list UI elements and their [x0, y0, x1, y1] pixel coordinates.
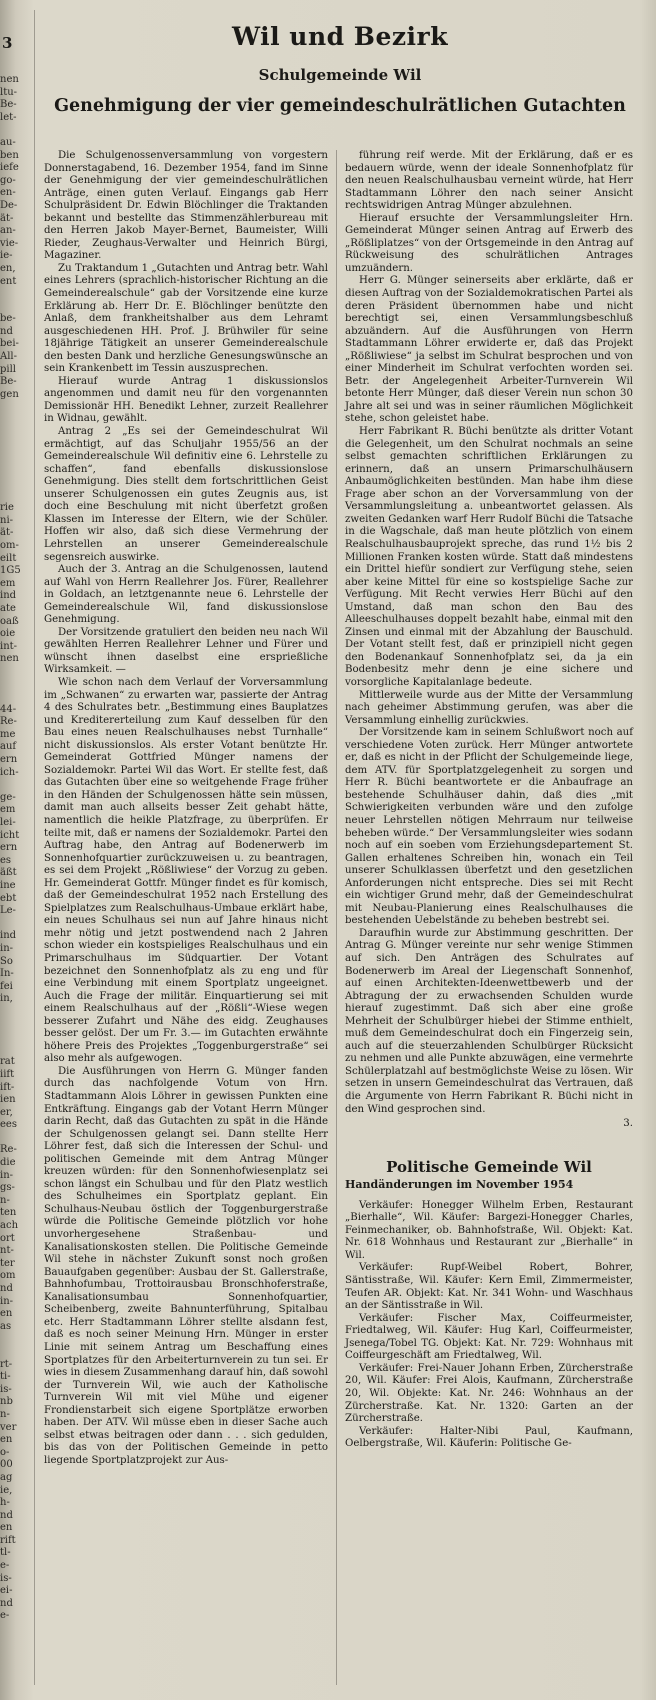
section-title: Schulgemeinde Wil	[258, 66, 422, 84]
page-title: Wil und Bezirk	[231, 22, 449, 51]
edge-text-fragment: as	[0, 1320, 12, 1332]
edge-text-fragment: ern	[0, 754, 18, 766]
edge-text-fragment	[0, 1044, 30, 1057]
edge-text-fragment: go-	[0, 174, 16, 186]
article-paragraph: Herr G. Münger seinerseits aber erklärte, daß er diesen Auftrag von der Sozialdemokratischen Partei als deren Präsident übernommen habe und nicht berechtigt sei, einen Versammlungsbeschluß abzuändern. Auf die Ausführungen von Herrn Stadtammann Löhrer erwiderte er, daß das Projekt „Rößliwiese“ ja selbst im Schulrat besprochen und von einer Minderheit im Schulrat verfochten worden sei. Betr. der Angelegenheit Arbeiter-Turnverein Wil betonte Herr Münger, daß dieser Verein nun schon 30 Jahre alt sei und was in seiner räumlichen Möglichkeit stehe, schon geleistet habe.	[345, 275, 633, 425]
edge-text-fragment: em	[0, 804, 16, 816]
edge-text-fragment: nd	[0, 1283, 13, 1294]
edge-text-fragment: is-	[0, 1383, 12, 1395]
edge-text-fragment	[0, 301, 30, 314]
edge-text-fragment: pill	[0, 363, 16, 375]
edge-text-fragment: ern	[0, 842, 18, 854]
edge-text-fragment	[0, 918, 30, 931]
article-paragraph: Hierauf wurde Antrag 1 diskussionslos angenommen und damit neu für den vorgenannten Demissionär HH. Benedikt Lehner, zurzeit Reallehrer in Widnau, gewählt.	[44, 375, 328, 425]
edge-text-fragment: 00	[0, 1459, 13, 1471]
article-paragraph: Der Vorsitzende gratuliert den beiden neu nach Wil gewählten Herren Reallehrer Lehner und Fürer und wünscht ihnen daselbst eine ersprießliche Wirksamkeit. —	[44, 626, 328, 676]
edge-text-fragment: nt-	[0, 1245, 14, 1257]
edge-text-fragment	[0, 666, 30, 679]
edge-text-fragment: Be-	[0, 99, 17, 111]
edge-text-fragment: in-	[0, 1169, 14, 1181]
edge-text-fragment: ben	[0, 149, 19, 161]
edge-text-fragment: ät-	[0, 527, 14, 539]
edge-text-fragment: au-	[0, 136, 16, 148]
edge-text-fragment: em	[0, 577, 16, 589]
edge-text-fragment: 44-	[0, 703, 17, 715]
edge-text-fragment: nb	[0, 1396, 13, 1408]
property-transfer-entry: Verkäufer: Rupf-Weibel Robert, Bohrer, Säntisstraße, Wil. Käufer: Kern Emil, Zimmermeister, Teufen AR. Objekt: Kat. Nr. 341 Wohn- und Waschhaus an der Säntisstraße in Wil.	[345, 1262, 633, 1312]
edge-text-fragment	[0, 490, 30, 503]
edge-text-fragment: er,	[0, 1106, 13, 1118]
edge-text-fragment: ter	[0, 1257, 15, 1269]
edge-text-fragment	[0, 414, 30, 427]
edge-text-fragment	[0, 1333, 30, 1346]
property-transfer-entry: Verkäufer: Fischer Max, Coiffeurmeister, Friedtalweg, Wil. Käufer: Hug Karl, Coiffeurmeister, Jsenega/Tobel TG. Objekt: Kat. Nr. 729: Wohnhaus mit Coiffeurgeschäft am Friedtalweg, Wil.	[345, 1312, 633, 1362]
edge-text-fragment	[0, 1006, 30, 1019]
edge-text-fragment: iefe	[0, 162, 19, 174]
edge-text-fragment: oie	[0, 628, 16, 640]
edge-text-fragment: in-	[0, 942, 14, 954]
edge-text-fragment: eilt	[0, 552, 17, 564]
edge-text-fragment: an-	[0, 225, 16, 237]
article-paragraph: Hierauf ersuchte der Versammlungsleiter Hrn. Gemeinderat Münger seinen Antrag auf Erwerb des „Rößliplatzes“ von der Ortsgemeinde in den Antrag auf Rückweisung des schulrätlichen Antrages umzuändern.	[345, 212, 633, 274]
edge-text-fragment: oaß	[0, 615, 19, 627]
edge-text-fragment: in-	[0, 1295, 14, 1307]
edge-text-fragment: Be-	[0, 376, 17, 388]
edge-text-fragment: rat	[0, 1056, 15, 1068]
edge-text-fragment: is-	[0, 1572, 12, 1584]
edge-text-fragment	[0, 779, 30, 792]
edge-text-fragment: en	[0, 1308, 13, 1320]
edge-text-fragment	[0, 691, 30, 704]
article-headline: Genehmigung der vier gemeindeschulrätlichen Gutachten	[54, 96, 626, 116]
property-transfer-entry: Verkäufer: Halter-Nibi Paul, Kaufmann, Oelbergstraße, Wil. Käuferin: Politische Ge-	[345, 1425, 633, 1450]
edge-text-fragment: iift	[0, 1068, 15, 1080]
edge-text-fragment: ach	[0, 1220, 19, 1232]
edge-text-fragment	[0, 1019, 30, 1032]
edge-text-fragment: Re-	[0, 716, 17, 728]
edge-text-fragment: ltu-	[0, 86, 18, 98]
edge-text-fragment: o-	[0, 1446, 10, 1458]
property-transfer-entry: Verkäufer: Honegger Wilhelm Erben, Restaurant „Bierhalle“, Wil. Käufer: Bargezi-Honegger Charles, Feinmechaniker, ob. Bahnhofstraße, Wil. Objekt: Kat. Nr. 618 Wohnhaus und Restaurant zur „Bierhalle“ in Wil.	[345, 1199, 633, 1261]
edge-text-fragment: ät-	[0, 212, 14, 224]
edge-text-fragment: fei	[0, 980, 13, 992]
edge-text-fragment: om	[0, 1270, 16, 1282]
edge-text-fragment: ent	[0, 275, 17, 287]
edge-text-fragment: die	[0, 1157, 16, 1169]
edge-text-fragment: om-	[0, 539, 19, 551]
edge-text-fragment	[0, 401, 30, 414]
edge-text-fragment: ni-	[0, 514, 14, 526]
edge-text-fragment: äßt	[0, 867, 17, 879]
article-paragraph: Mittlerweile wurde aus der Mitte der Versammlung nach geheimer Abstimmung gerufen, was aber die Versammlung einhellig zurückwies.	[345, 689, 633, 726]
edge-text-fragment	[0, 439, 30, 452]
edge-text-fragment: ver	[0, 1421, 17, 1433]
edge-text-fragment: nd	[0, 1509, 13, 1521]
edge-text-fragment: es	[0, 854, 12, 866]
edge-text-fragment: n-	[0, 1408, 10, 1420]
edge-text-fragment: ge-	[0, 791, 16, 803]
edge-text-fragment: rie	[0, 502, 14, 514]
edge-text-fragment	[0, 477, 30, 490]
edge-text-fragment: ind	[0, 930, 17, 942]
edge-text-fragment	[0, 452, 30, 465]
edge-text-fragment: en-	[0, 187, 16, 199]
edge-text-fragment	[0, 679, 30, 692]
edge-text-fragment: Re-	[0, 1144, 17, 1156]
edge-text-fragment: 1G5	[0, 565, 21, 577]
edge-text-fragment: ti-	[0, 1371, 11, 1383]
article-paragraph: Die Ausführungen von Herrn G. Münger fanden durch das nachfolgende Votum von Hrn. Stadtammann Alois Löhrer in gewissen Punkten eine Entkräftung. Eingangs gab der Votant Herrn Münger darin Recht, daß das Gutachten zu spät in die Hände der Schulgenossen gelangt sei. Dann stellte Herr Löhrer fest, daß sich die Interessen der Schul- und politischen Gemeinde mit dem Antrag Münger kreuzen würden: für den Sonnenhofwiesenplatz sei schon längst ein Schulbau und für den Platz westlich des Schulheimes ein Sportplatz geplant. Ein Schulhaus-Neubau östlich der Toggenburgerstraße würde die Politische Gemeinde plötzlich vor hohe unvorhergesehene Straßenbau- und Kanalisationskosten stellen. Die Politische Gemeinde Wil stehe in nächster Zukunft sonst noch großen Bauaufgaben gegenüber: Ausbau der St. Gallerstraße, Bahnhofumbau, Trottoirausbau Bronschhoferstraße, Kanalisationsumbau Sonnenhofquartier, Scheibenberg, zweite Bahnunterführung, Spitalbau etc. Herr Stadtammann Löhrer stellte alsdann fest, daß es noch seiner Meinung Hrn. Münger in erster Linie mit seinem Antrag um Beschaffung eines Sportplatzes für den Arbeiterturnverein zu tun sei. Er wies in diesem Zusammenhang darauf hin, daß sowohl der Turnverein Wil, wie auch der Katholische Turnverein Wil mit viel Mühe und eigener Frondienstarbeit sich eigene Sportplätze erworben haben. Der ATV. Wil müsse eben in dieser Sache auch selbst etwas beitragen oder dann . . . sich gedulden, bis das von der Politischen Gemeinde in petto liegende Sportplatzprojekt zur Aus-	[44, 1065, 328, 1466]
edge-text-fragment: ees	[0, 1119, 17, 1131]
edge-text-fragment: ien	[0, 1094, 16, 1106]
section2-subtitle: Handänderungen im November 1954	[345, 1178, 574, 1192]
edge-text-fragment: Le-	[0, 905, 16, 917]
corner-page-number: 3	[2, 34, 13, 52]
edge-text-fragment: lei-	[0, 817, 16, 829]
edge-text-fragment: In-	[0, 968, 14, 980]
edge-text-fragment: rift	[0, 1534, 16, 1546]
edge-text-fragment	[0, 1346, 30, 1359]
article-paragraph: Antrag 2 „Es sei der Gemeindeschulrat Wil ermächtigt, auf das Schuljahr 1955/56 an der Gemeinderealschule Wil definitiv eine 6. Lehrstelle zu schaffen“, fand ebenfalls diskussionslose Genehmigung. Dies stellt dem fortschrittlichen Geist unserer Schulgenossen ein gutes Zeugnis aus, ist doch eine Beschulung mit nicht überfetzt großen Klassen im Interesse der Eltern, wie der Schüler. Hoffen wir also, daß sich diese Vermehrung der Lehrstellen an unserer Gemeinderealschule segensreich auswirke.	[44, 426, 328, 563]
edge-text-fragment: auf	[0, 741, 17, 753]
article-signature: 3.	[623, 1118, 633, 1130]
edge-text-fragment: en	[0, 1522, 13, 1534]
edge-text-fragment: n-	[0, 1194, 10, 1206]
edge-text-fragment: in,	[0, 993, 13, 1005]
column-divider	[336, 150, 337, 1685]
article-paragraph: Auch der 3. Antrag an die Schulgenossen, lautend auf Wahl von Herrn Reallehrer Jos. Fürer, Reallehrer in Goldach, an letztgenannte neue 6. Lehrstelle der Gemeinderealschule Wil, fand diskussionslose Genehmigung.	[44, 564, 328, 626]
edge-text-fragment: ie,	[0, 1484, 13, 1496]
edge-text-fragment: en	[0, 1434, 13, 1446]
article-paragraph: Der Vorsitzende kam in seinem Schlußwort noch auf verschiedene Voten zurück. Herr Münger antwortete er, daß es nicht in der Pflicht der Schulgemeinde liege, dem ATV. für Sportplatzgelegenheit zu sorgen und Herr R. Büchi beantwortete er die Anbaufrage an bestehende Schulhäuser dahin, daß dies „mit Schwierigkeiten verbunden wäre und den zufolge neuer Lehrstellen nötigen Mehrraum nur teilweise beheben würde.“ Der Versammlungsleiter wies sodann noch auf ein soeben vom Erziehungsdepartement St. Gallen erhaltenes Schreiben hin, wonach ein Teil unserer Schulklassen überfetzt und den gesetzlichen Anforderungen nicht entspreche. Dies sei mit Recht ein wichtiger Grund mehr, daß der Gemeindeschulrat mit Neubau-Planierung eines Realschulhauses die bestehenden Uebelstände zu beheben bestrebt sei.	[345, 727, 633, 927]
edge-text-fragment: int-	[0, 640, 18, 652]
edge-text-fragment: e-	[0, 1560, 10, 1572]
edge-text-fragment: e-	[0, 1610, 10, 1622]
edge-text-fragment	[0, 427, 30, 440]
edge-text-fragment: en,	[0, 262, 16, 274]
edge-text-fragment: ind	[0, 590, 17, 602]
article-paragraph: Die Schulgenossenversammlung von vorgestern Donnerstagabend, 16. Dezember 1954, fand im Sinne der Genehmigung der vier gemeindeschulrätlichen Anträge, einen guten Verlauf. Eingangs gab Herr Schulpräsident Dr. Edwin Blöchlinger die Traktanden bekannt und bestellte das Stimmenzählerbureau mit den Herren Jakob Mayer-Bernet, Baumeister, Willi Rieder, Zeughaus-Verwalter und Heinrich Bürgi, Magaziner.	[44, 150, 328, 262]
edge-text-fragment: ag	[0, 1471, 13, 1483]
edge-text-fragment: let-	[0, 111, 17, 123]
edge-text-fragment: ei-	[0, 1585, 13, 1597]
edge-text-fragment	[0, 288, 30, 301]
article-paragraph: Wie schon nach dem Verlauf der Vorversammlung im „Schwanen“ zu erwarten war, passierte der Antrag 4 des Schulrates betr. „Bestimmung eines Bauplatzes und Kreditererteilung zum Kauf desselben für den Bau eines neuen Realschulhauses nebst Turnhalle“ nicht diskussionslos. Als erster Votant benützte Hr. Gemeinderat Gottfried Münger namens der Sozialdemokr. Partei Wil das Wort. Er stellte fest, daß das Gutachten über eine so weitgehende Frage früher in den Händen der Schulgenossen hätte sein müssen, damit man auch allseits besser Zeit gehabt hätte, namentlich die heikle Platzfrage, zu überprüfen. Er teilte mit, daß er namens der Sozialdemokr. Partei den Auftrag habe, den Antrag auf Bodenerwerb im Sonnenhofquartier zurückzuweisen u. zu beantragen, es sei dem Projekt „Rößliwiese“ der Vorzug zu geben. Hr. Gemeinderat Gottfr. Münger findet es für komisch, daß der Gemeindeschulrat 1952 nach Erstellung des Spielplatzes zum Realschulhaus-Umbaue erklärt habe, ein neues Schulhaus sei nun auf Jahre hinaus nicht mehr nötig und jetzt postwendend nach 2 Jahren schon wieder ein kostspieliges Realschulhaus und ein Primarschulhaus im Südquartier. Der Votant bezeichnet den Sonnenhofplatz als zu eng und für eine Verbindung mit einem Sportplatz ungeeignet. Auch die Frage der militär. Einquartierung sei mit einem Realschulhaus auf der „Rößli“-Wiese wegen besserer Zufahrt und Nähe des eidg. Zeughauses besser gelöst. Der um Fr. 3.— im Gutachten erwähnte höhere Preis des Projektes „Toggenburgerstraße“ sei also mehr als aufgewogen.	[44, 676, 328, 1065]
edge-text-fragment: ie-	[0, 250, 13, 262]
edge-text-fragment	[0, 1031, 30, 1044]
edge-text-fragment: vie-	[0, 237, 19, 249]
edge-text-fragment: ine	[0, 880, 16, 891]
article-paragraph: Daraufhin wurde zur Abstimmung geschritten. Der Antrag G. Münger vereinte nur sehr wenige Stimmen auf sich. Den Anträgen des Schulrates auf Bodenerwerb im Areal der Liegenschaft Sonnenhof, auf einen Architekten-Ideenwettbewerb und der Abtragung der zu erwachsenden Schulden wurde hierauf zugestimmt. Daß sich aber eine große Mehrheit der Schulbürger hiebei der Stimme enthielt, muß dem Gemeindeschulrat doch ein Fingerzeig sein, auch auf die steuerzahlenden Schulbürger Rücksicht zu nehmen und alle Punkte abzuwägen, eine vermehrte Schülerplatzahl auf bestmöglichste Weise zu lösen. Wir setzen in unsern Gemeindeschulrat das Vertrauen, daß die Argumente von Herrn Fabrikant R. Büchi nicht in den Wind gesprochen sind.	[345, 927, 633, 1115]
edge-text-fragment: nd	[0, 1597, 13, 1609]
edge-text-fragment: ort	[0, 1232, 15, 1244]
edge-text-fragment: tl-	[0, 1547, 11, 1559]
edge-text-fragment: gs-	[0, 1182, 15, 1194]
property-transfer-entry: Verkäufer: Frei-Nauer Johann Erben, Zürcherstraße 20, Wil. Käufer: Frei Alois, Kaufmann, Zürcherstraße 20, Wil. Objekte: Kat. Nr. 246: Wohnhaus an der Zürcherstraße. Kat. Nr. 1320: Garten an der Zürcherstraße.	[345, 1362, 633, 1425]
edge-text-fragment: ebt	[0, 892, 17, 904]
edge-text-fragment: rt-	[0, 1358, 13, 1370]
edge-text-fragment: ift-	[0, 1081, 15, 1093]
edge-text-fragment: nen	[0, 653, 19, 665]
edge-text-fragment: ate	[0, 602, 16, 614]
edge-text-fragment: icht	[0, 829, 20, 841]
edge-text-fragment: me	[0, 728, 16, 740]
edge-text-fragment	[0, 124, 30, 137]
edge-text-fragment: h-	[0, 1497, 10, 1509]
article-column-1	[44, 150, 328, 1467]
edge-text-fragment	[0, 464, 30, 477]
edge-text-fragment: ten	[0, 1207, 17, 1219]
edge-text-fragment: De-	[0, 199, 18, 211]
column-rule	[34, 10, 35, 1685]
edge-text-fragment: bei-	[0, 338, 19, 350]
edge-text-fragment: All-	[0, 351, 17, 363]
article-paragraph: Herr Fabrikant R. Büchi benützte als dritter Votant die Gelegenheit, um den Schulrat nochmals an seine selbst gemachten schriftlichen Erklärungen zu erinnern, daß an unsern Primarschulhäusern Anbaumöglichkeiten bestünden. Man habe ihm diese Frage aber schon an der Vorversammlung von der Versammlungsleitung a. unbeantwortet gelassen. Als zweiten Gedanken warf Herr Rudolf Büchi die Tatsache in die Wagschale, daß man heute plötzlich von einem Realschulhausbauprojekt spreche, das rund 1½ bis 2 Millionen Franken kosten würde. Statt daß mindestens ein Drittel hiefür sondiert zur Verfügung stehe, seien aber keine Mittel für eine so kostspielige Sache zur Verfügung. Mit Recht verwies Herr Büchi auf den Umstand, daß man schon den Bau des Alleeschulhauses doppelt bezahlt habe, einmal mit den Zinsen und einmal mit der Abzahlung der Bauschuld. Der Votant stellt fest, daß er prinzipiell nicht gegen den Bodenankauf Sonnenhofplatz sei, da ja ein Bodenbesitz mehr denn je eine sichere und vorsorgliche Kapitalanlage bedeute.	[345, 426, 633, 688]
article-column-2	[345, 150, 633, 1451]
article-paragraph: Zu Traktandum 1 „Gutachten und Antrag betr. Wahl eines Lehrers (sprachlich-historischer Richtung an die Gemeinderealschule“ gab der Vorsitzende eine kurze Erklärung ab. Herr Dr. E. Blöchlinger benützte den Anlaß, dem frankheitshalber aus dem Lehramt ausgeschiedenen HH. Prof. J. Brühwiler für seine 18jährige Tätigkeit an unserer Gemeinderealschule den besten Dank und herzliche Genesungswünsche an sein Krankenbett im Tessin auszusprechen.	[44, 262, 328, 375]
edge-text-fragment: nd	[0, 325, 13, 337]
edge-text-fragment: So	[0, 955, 13, 967]
edge-text-fragment: ich-	[0, 766, 19, 778]
article-paragraph: führung reif werde. Mit der Erklärung, daß er es bedauern würde, wenn der ideale Sonnenhofplatz für den neuen Realschulhausbau verneint würde, hat Herr Stadtammann Löhrer den nach seiner Ansicht rechtswidrigen Antrag Münger abzulehnen.	[345, 150, 633, 212]
edge-text-fragment: nen	[0, 74, 19, 85]
edge-text-fragment: be-	[0, 313, 16, 325]
cut-off-column	[0, 74, 30, 1684]
edge-text-fragment: gen	[0, 388, 19, 400]
edge-text-fragment	[0, 1132, 30, 1145]
section2-title: Politische Gemeinde Wil	[386, 1157, 592, 1176]
